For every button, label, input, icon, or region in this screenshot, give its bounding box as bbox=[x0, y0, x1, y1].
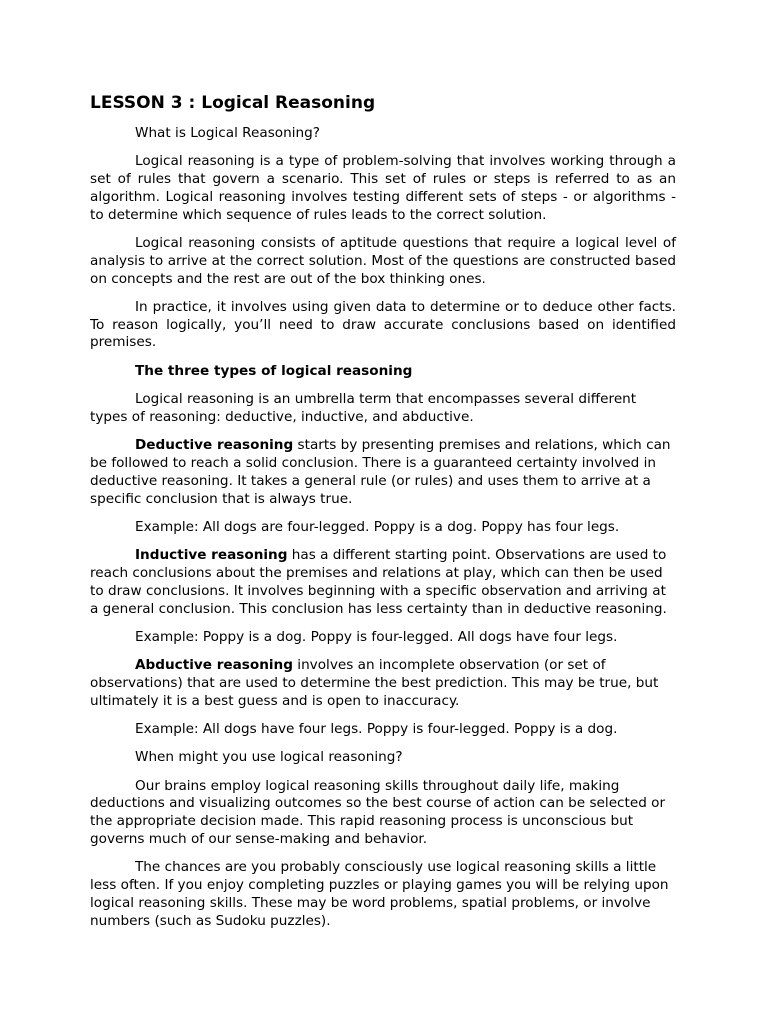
document-page bbox=[90, 92, 676, 941]
section-heading-three-types: The three types of logical reasoning bbox=[135, 362, 413, 379]
question-what-is: What is Logical Reasoning? bbox=[135, 125, 320, 141]
inductive-term: Inductive reasoning bbox=[135, 547, 288, 564]
paragraph-practice: In practice, it involves using given data to determine or to deduce other facts. To reason logically, you’ll need to draw accurate conclusions based on identified premises. bbox=[90, 298, 676, 351]
paragraph-inductive bbox=[90, 547, 676, 618]
example-inductive: Example: Poppy is a dog. Poppy is four-legged. All dogs have four legs. bbox=[135, 628, 618, 645]
abductive-term: Abductive reasoning bbox=[135, 657, 293, 674]
paragraph-aptitude: Logical reasoning consists of aptitude questions that require a logical level of analysis to arrive at the correct solution. Most of the questions are constructed based on concepts and the rest are out of the box thinking ones. bbox=[90, 234, 676, 287]
example-abductive: Example: All dogs have four legs. Poppy is four-legged. Poppy is a dog. bbox=[135, 721, 618, 738]
paragraph-daily-life: Our brains employ logical reasoning skills throughout daily life, making deductions and visualizing outcomes so the best course of action can be selected or the appropriate decision made. This rapid reasoning process is unconscious but governs much of our sense-making and behavior. bbox=[90, 777, 666, 847]
example-deductive: Example: All dogs are four-legged. Poppy is a dog. Poppy has four legs. bbox=[135, 518, 620, 535]
lesson-title: LESSON 3 : Logical Reasoning bbox=[90, 93, 376, 113]
abductive-text: involves an incomplete observation (or set of observations) that are used to determine the best prediction. This may be true, but ultimately it is a best guess and is open to inaccuracy. bbox=[90, 657, 659, 709]
deductive-text: starts by presenting premises and relations, which can be followed to reach a solid conclusion. There is a guaranteed certainty involved in deductive reasoning. It takes a general rule (or rules) and uses them to arrive at a specific conclusion that is always true. bbox=[90, 437, 671, 507]
paragraph-definition: Logical reasoning is a type of problem-solving that involves working through a set of rules that govern a scenario. This set of rules or steps is referred to as an algorithm. Logical reasoning involves testing different sets of steps - or algorithms - to determine which sequence of rules leads to the correct solution. bbox=[90, 153, 676, 223]
question-when-use: When might you use logical reasoning? bbox=[135, 749, 403, 766]
paragraph-puzzles: The chances are you probably consciously use logical reasoning skills a little less often. If you enjoy completing puzzles or playing games you will be relying upon logical reasoning skills. These may be word problems, spatial problems, or involve numbers (such as Sudoku puzzles). bbox=[90, 859, 669, 929]
inductive-text: has a different starting point. Observations are used to reach conclusions about the premises and relations at play, which can then be used to draw conclusions. It involves beginning with a specific observation and arriving at a general conclusion. This conclusion has less certainty than in deductive reasoning. bbox=[90, 547, 667, 617]
paragraph-deductive bbox=[90, 437, 676, 508]
paragraph-abductive bbox=[90, 657, 676, 710]
deductive-term: Deductive reasoning bbox=[135, 437, 294, 454]
paragraph-umbrella: Logical reasoning is an umbrella term that encompasses several different types of reasoning: deductive, inductive, and abductive. bbox=[90, 391, 637, 425]
